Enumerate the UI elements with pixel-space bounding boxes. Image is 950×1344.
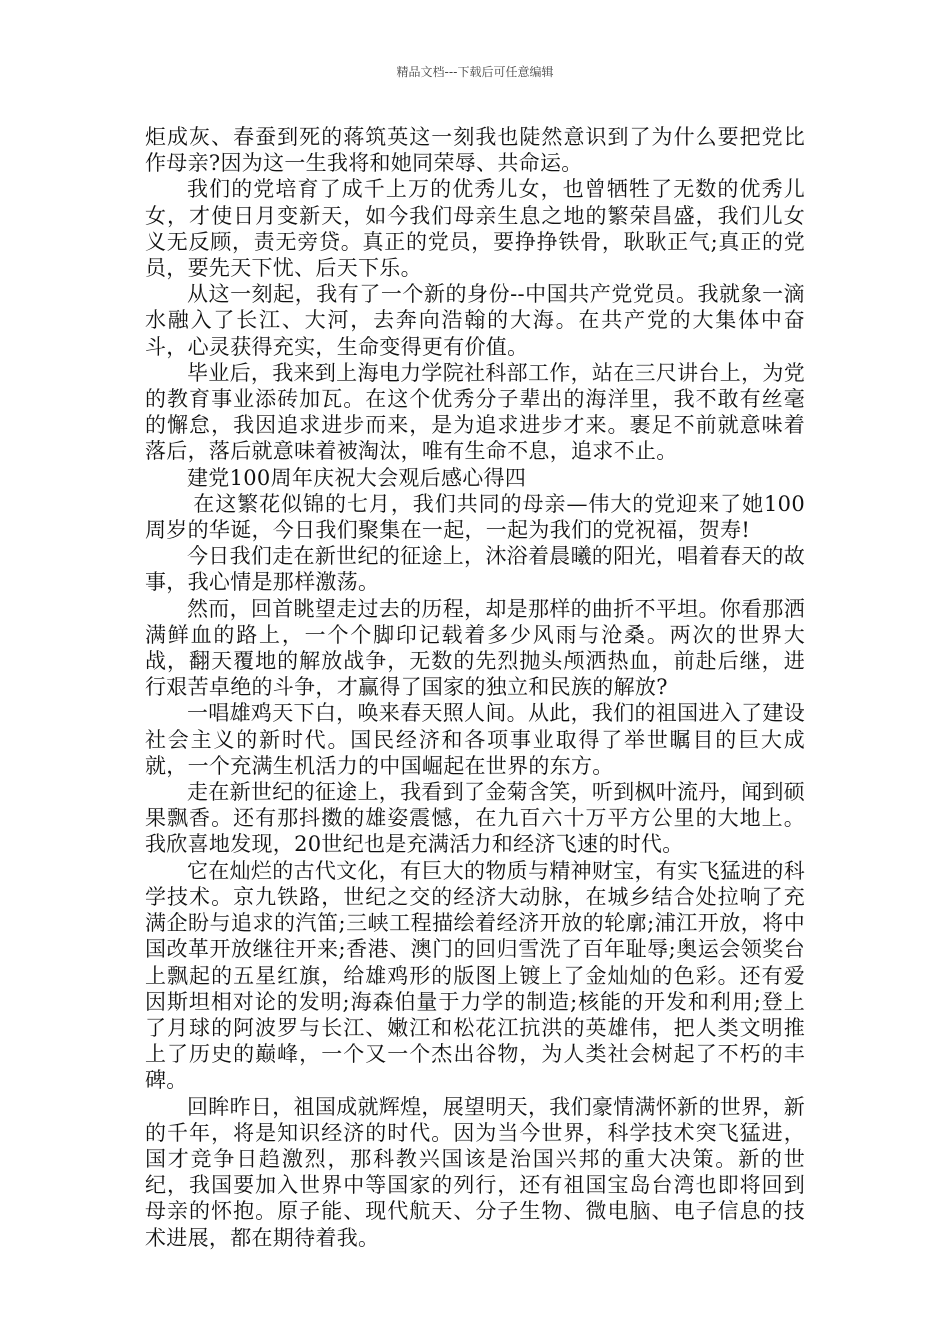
paragraph-10: 它在灿烂的古代文化，有巨大的物质与精神财宝，有实飞猛进的科学技术。京九铁路，世纪之交的经济大动脉，在城乡结合处拉响了充满企盼与追求的汽笛;三峡工程描绘着经济开放的轮廓;浦江开放，将中国改革开放继往开来;香港、澳门的回归雪洗了百年耻辱;奥运会领奖台上飘起的五星红旗，给雄鸡形的版图上镀上了金灿灿的色彩。还有爱因斯坦相对论的发明;海森伯量于力学的制造;核能的开发和利用;登上了月球的阿波罗与长江、嫩江和松花江抗洪的英雄伟，把人类文明推上了历史的巅峰，一个又一个杰出谷物，为人类社会树起了不朽的丰碑。: [145, 858, 805, 1093]
paragraph-9: 走在新世纪的征途上，我看到了金菊含笑，听到枫叶流丹，闻到硕果飘香。还有那抖擞的雄姿震憾，在九百六十万平方公里的大地上。我欣喜地发现，20世纪也是充满活力和经济飞速的时代。: [145, 780, 805, 857]
paragraph-11: 回眸昨日，祖国成就辉煌，展望明天，我们豪情满怀新的世界，新的千年，将是知识经济的时代。因为当今世界，科学技术突飞猛进，国才竞争日趋激烈，那科教兴国该是治国兴邦的重大决策。新的世纪，我国要加入世界中等国家的列行，还有祖国宝岛台湾也即将回到母亲的怀抱。原子能、现代航天、分子生物、微电脑、电子信息的技术进展，都在期待着我。: [145, 1094, 805, 1250]
paragraph-5: 在这繁花似锦的七月，我们共同的母亲—伟大的党迎来了她100周岁的华诞，今日我们聚集在一起，一起为我们的党祝福，贺寿!: [145, 491, 805, 543]
paragraph-8: 一唱雄鸡天下白，唤来春天照人间。从此，我们的祖国进入了建设社会主义的新时代。国民经济和各项事业取得了举世瞩目的巨大成就，一个充满生机活力的中国崛起在世界的东方。: [145, 701, 805, 778]
paragraph-2: 我们的党培育了成千上万的优秀儿女，也曾牺牲了无数的优秀儿女，才使日月变新天，如今我们母亲生息之地的繁荣昌盛，我们儿女义无反顾，责无旁贷。真正的党员，要挣挣铁骨，耿耿正气;真正的党员，要先天下忧、后天下乐。: [145, 177, 805, 281]
paragraph-6: 今日我们走在新世纪的征途上，沐浴着晨曦的阳光，唱着春天的故事，我心情是那样激荡。: [145, 544, 805, 595]
section-heading: 建党100周年庆祝大会观后感心得四: [187, 465, 527, 490]
paragraph-1: 炬成灰、春蚕到死的蒋筑英这一刻我也陡然意识到了为什么要把党比作母亲?因为这一生我将和她同荣辱、共命运。: [145, 125, 805, 176]
paragraph-3: 从这一刻起，我有了一个新的身份--中国共产党党员。我就象一滴水融入了长江、大河，去奔向浩翰的大海。在共产党的大集体中奋斗，心灵获得充实，生命变得更有价值。: [145, 282, 805, 359]
paragraph-7: 然而，回首眺望走过去的历程，却是那样的曲折不平坦。你看那洒满鲜血的路上，一个个脚印记载着多少风雨与沧桑。两次的世界大战，翻天覆地的解放战争，无数的先烈抛头颅洒热血，前赴后继，进行艰苦卓绝的斗争，才赢得了国家的独立和民族的解放?: [145, 596, 805, 700]
page-header: 精品文档---下载后可任意编辑: [396, 65, 554, 79]
paragraph-4: 毕业后，我来到上海电力学院社科部工作，站在三尺讲台上，为党的教育事业添砖加瓦。在这个优秀分子辈出的海洋里，我不敢有丝毫的懈怠，我因追求进步而来，是为追求进步才来。裹足不前就意味着落后，落后就意味着被淘汰，唯有生命不息，追求不止。: [145, 360, 805, 464]
document-body: [145, 124, 805, 1251]
